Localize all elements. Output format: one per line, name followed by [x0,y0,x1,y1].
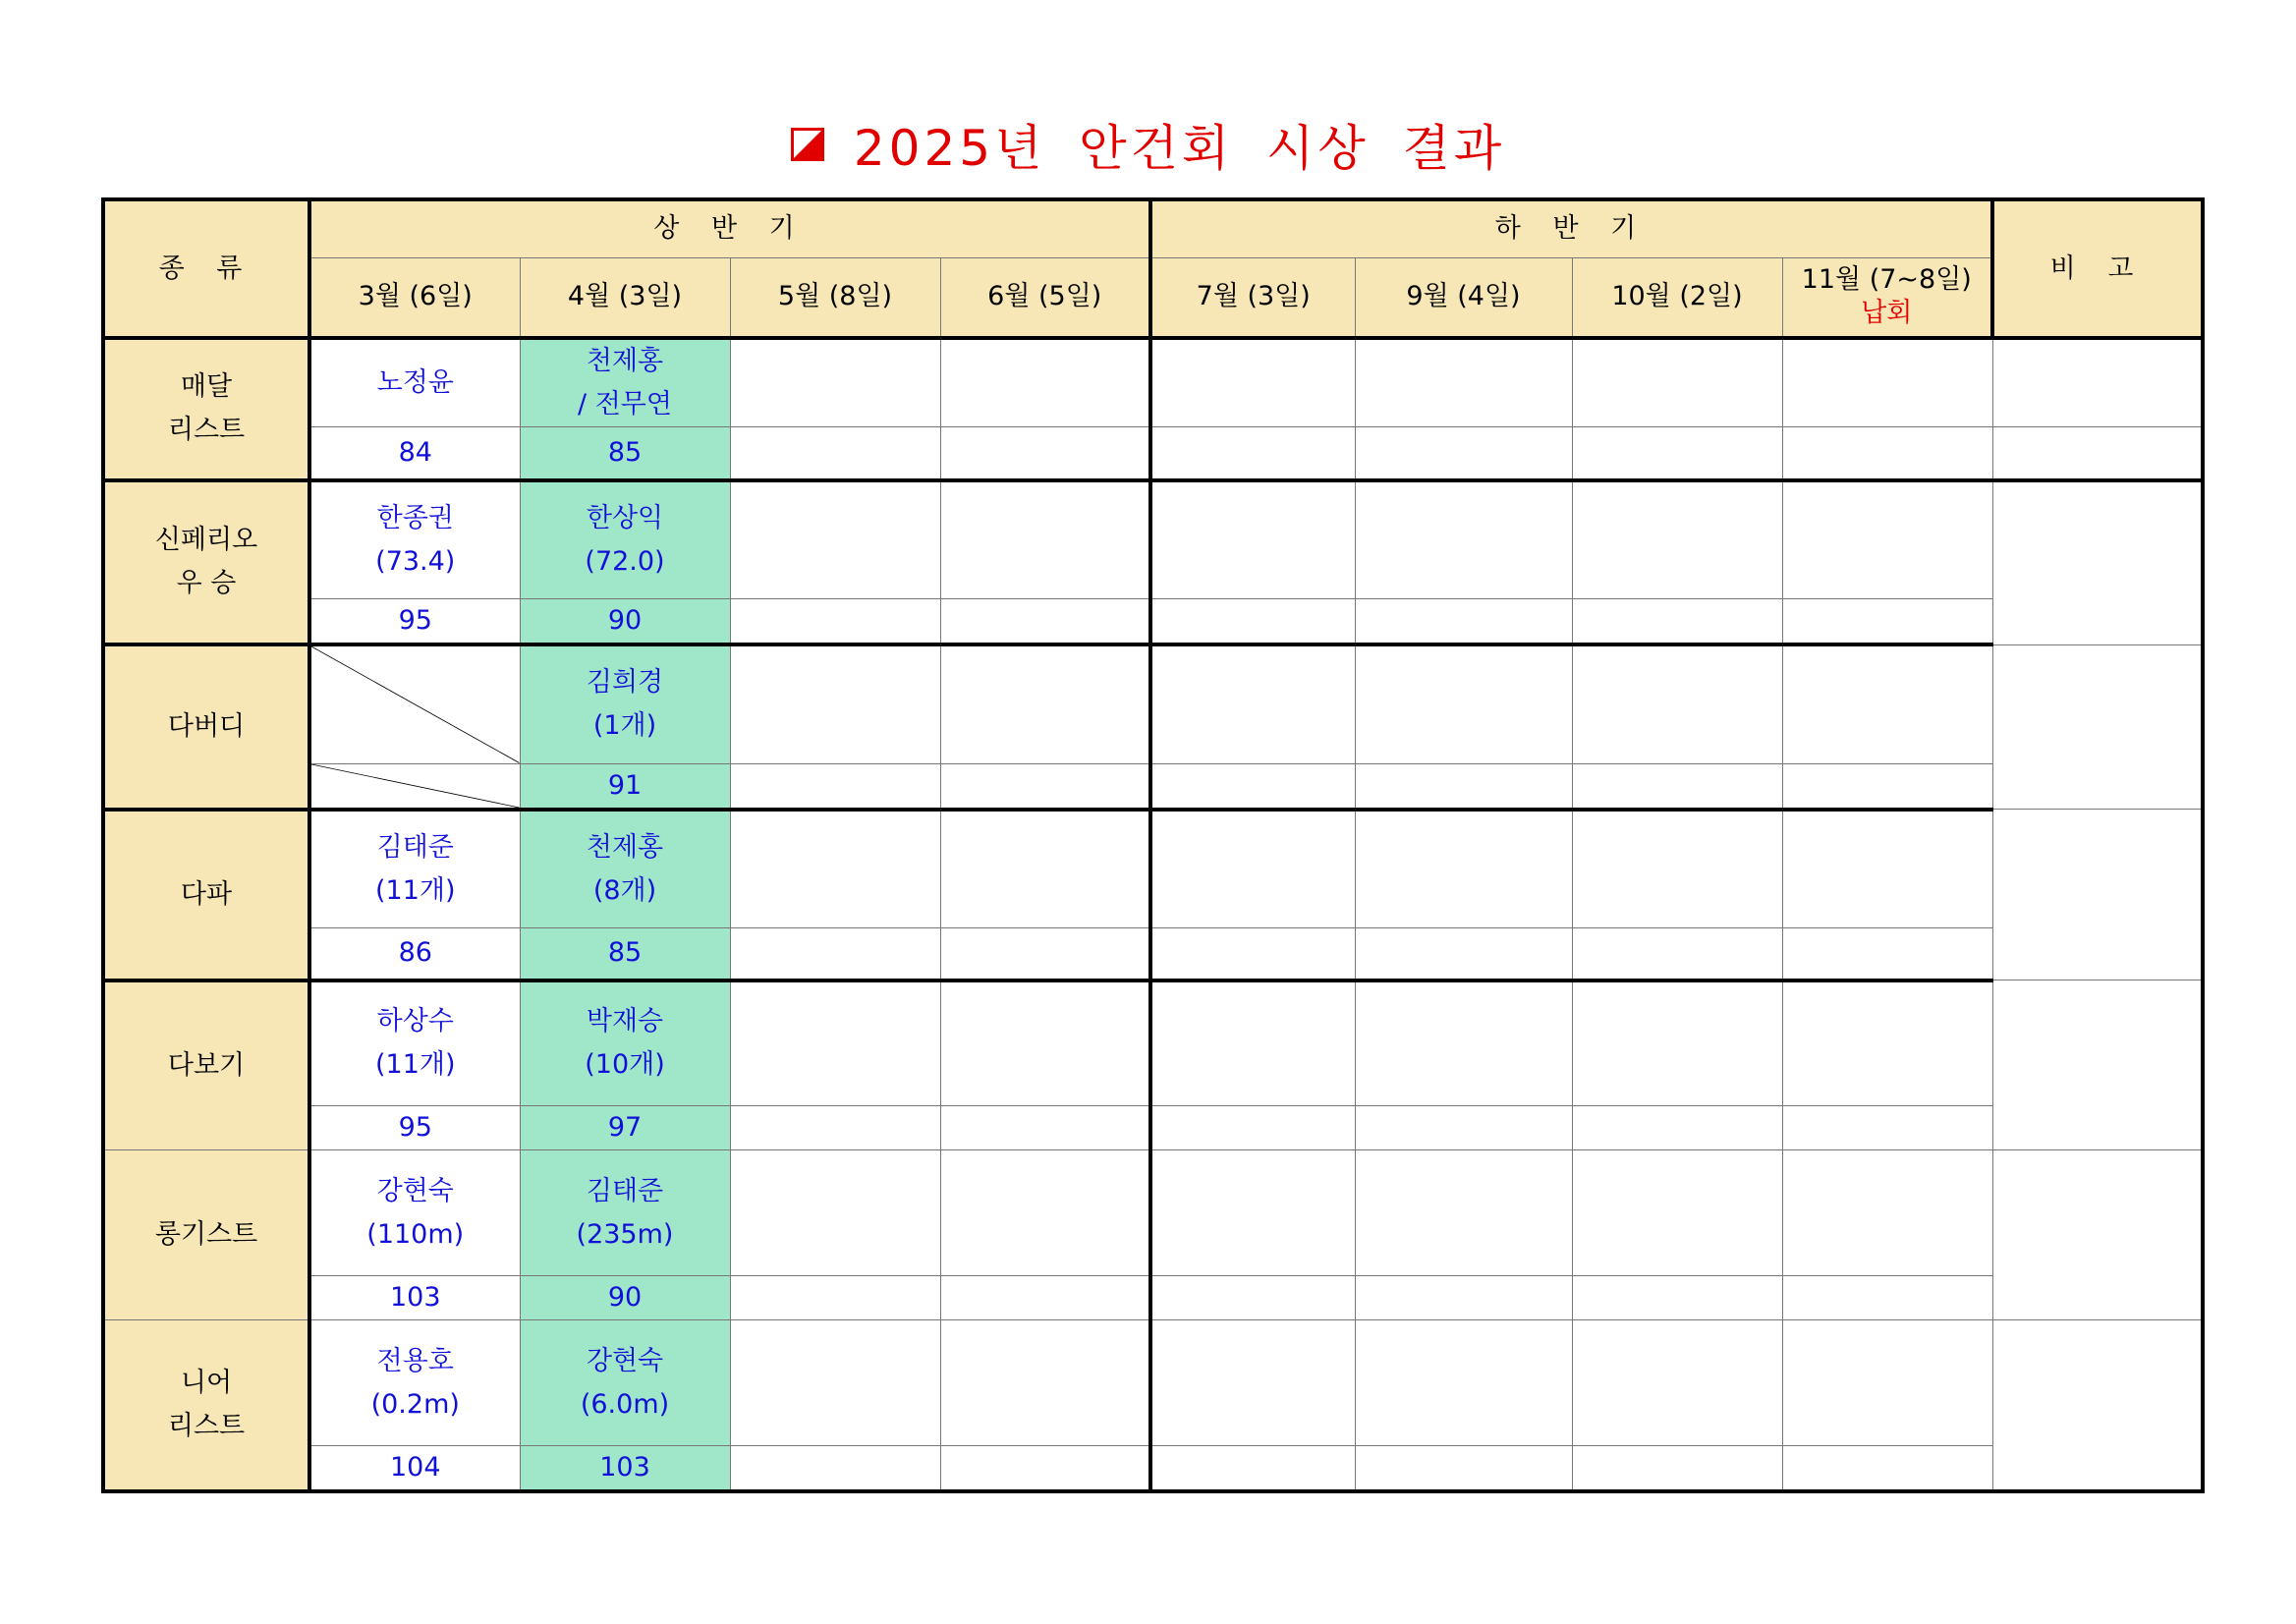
nov-name-cell [1782,338,1992,427]
nov-score-cell [1782,599,1992,645]
sep-score-cell [1355,928,1572,980]
mar-name-cell [309,338,520,427]
may-name-cell [730,644,940,763]
apr-name-cell [520,1150,730,1276]
apr-score-cell: 90 [520,1276,730,1320]
sep-name-cell [1355,1320,1572,1446]
header-second-half: 하 반 기 [1150,199,1992,257]
header-first-half: 상 반 기 [309,199,1150,257]
sep-name-cell [1355,338,1572,427]
mar-name: 전용호 [376,1345,454,1376]
nov-score-cell [1782,1276,1992,1320]
jul-score-cell [1150,763,1355,810]
sep-score-cell [1355,763,1572,810]
may-name-cell [730,338,940,427]
header-month-sep: 9월 (4일) [1355,257,1572,338]
oct-score-cell [1572,1106,1782,1150]
oct-name-cell [1572,980,1782,1106]
corner-square-icon [791,128,824,161]
score-row [103,1106,2203,1150]
remarks-cell [1992,810,2203,980]
apr-name-cell [520,980,730,1106]
apr-detail: (10개) [585,1049,665,1081]
mar-name: 강현숙 [376,1175,454,1206]
mar-detail: (11개) [374,1049,456,1081]
oct-score-cell [1572,1446,1782,1492]
jun-name-cell [940,1320,1150,1446]
oct-name-cell [1572,338,1782,427]
may-score-cell [730,1276,940,1320]
apr-detail: (8개) [592,874,657,906]
nov-name-cell [1782,480,1992,599]
mar-name: 김태준 [376,831,454,863]
jun-score-cell [940,1106,1150,1150]
nov-score-cell [1782,763,1992,810]
oct-score-cell [1572,599,1782,645]
apr-score-cell: 97 [520,1106,730,1150]
mar-detail: (11개) [374,874,456,906]
mar-score-cell [309,763,520,810]
jun-name-cell [940,980,1150,1106]
oct-score-cell [1572,763,1782,810]
apr-detail: / 전무연 [578,389,672,420]
remarks-cell [1992,980,2203,1150]
jun-name-cell [940,810,1150,928]
category-line1: 신페리오 [154,525,258,556]
jul-name-cell [1150,644,1355,763]
score-row [103,763,2203,810]
mar-name-cell [309,1150,520,1276]
score-row [103,427,2203,480]
may-name-cell [730,810,940,928]
sep-name-cell [1355,1150,1572,1276]
category-cell [103,1150,309,1320]
apr-score-cell: 103 [520,1446,730,1492]
nov-name-cell [1782,810,1992,928]
apr-name-cell [520,644,730,763]
apr-detail: (72.0) [585,545,665,577]
award-row [103,480,2203,599]
jul-score-cell [1150,599,1355,645]
remarks-cell [1992,644,2203,810]
category-line1: 다보기 [167,1049,246,1081]
mar-detail: (110m) [366,1218,465,1250]
nov-name-cell [1782,644,1992,763]
header-month-nov-label: 11월 (7~8일) [1801,264,1972,296]
header-month-may: 5월 (8일) [730,257,940,338]
sep-score-cell [1355,599,1572,645]
oct-name-cell [1572,1150,1782,1276]
jul-score-cell [1150,928,1355,980]
oct-name-cell [1572,644,1782,763]
may-score-cell [730,1446,940,1492]
apr-detail: (6.0m) [580,1388,670,1420]
nov-score-cell [1782,928,1992,980]
jul-name-cell [1150,338,1355,427]
mar-name-cell [309,810,520,928]
jul-name-cell [1150,1320,1355,1446]
apr-detail: (1개) [592,710,657,742]
sep-score-cell [1355,1276,1572,1320]
category-cell [103,338,309,480]
category-line1: 다파 [180,878,233,910]
sep-score-cell [1355,427,1572,480]
jun-name-cell [940,644,1150,763]
award-row [103,644,2203,763]
nov-name-cell [1782,1150,1992,1276]
award-row [103,1150,2203,1276]
sep-name-cell [1355,480,1572,599]
nov-name-cell [1782,1320,1992,1446]
sep-score-cell [1355,1446,1572,1492]
oct-name-cell [1572,480,1782,599]
jul-score-cell [1150,1276,1355,1320]
jul-name-cell [1150,980,1355,1106]
apr-detail: (235m) [576,1218,674,1250]
oct-score-cell [1572,427,1782,480]
apr-score-cell: 90 [520,599,730,645]
jul-name-cell [1150,1150,1355,1276]
apr-name: 천제홍 [586,346,664,376]
header-month-oct: 10월 (2일) [1572,257,1782,338]
category-line2: 우 승 [176,568,237,599]
diagonal-slash [311,646,520,763]
remarks-cell [1992,427,2203,480]
score-row [103,928,2203,980]
mar-score-cell: 104 [309,1446,520,1492]
mar-detail: (0.2m) [370,1388,460,1420]
category-line1: 니어 [180,1368,233,1398]
apr-score-cell: 91 [520,763,730,810]
mar-name: 하상수 [376,1006,454,1037]
jun-score-cell [940,427,1150,480]
apr-score-cell: 85 [520,928,730,980]
apr-name: 강현숙 [586,1345,664,1376]
award-row [103,338,2203,427]
jul-score-cell [1150,1446,1355,1492]
jun-score-cell [940,1276,1150,1320]
mar-score-cell: 95 [309,599,520,645]
jul-name-cell [1150,480,1355,599]
header-nov-note: 납회 [1861,298,1913,329]
header-remarks: 비 고 [1992,199,2203,338]
may-score-cell [730,928,940,980]
may-score-cell [730,763,940,810]
header-month-jul: 7월 (3일) [1150,257,1355,338]
header-month-jun: 6월 (5일) [940,257,1150,338]
jun-score-cell [940,928,1150,980]
may-name-cell [730,1150,940,1276]
diagonal-slash [311,764,520,808]
award-row [103,980,2203,1106]
jun-score-cell [940,763,1150,810]
mar-score-cell: 95 [309,1106,520,1150]
category-line1: 매달 [180,371,233,403]
oct-name-cell [1572,810,1782,928]
apr-name-cell [520,338,730,427]
category-cell [103,1320,309,1492]
oct-score-cell [1572,1276,1782,1320]
category-line2: 리스트 [167,1411,246,1441]
apr-name: 한상익 [586,502,664,533]
apr-name-cell [520,480,730,599]
category-line1: 롱기스트 [154,1219,258,1250]
may-name-cell [730,1320,940,1446]
may-name-cell [730,980,940,1106]
header-month-mar: 3월 (6일) [309,257,520,338]
mar-name: 노정윤 [376,367,454,398]
nov-score-cell [1782,427,1992,480]
header-month-nov [1782,257,1992,338]
category-cell [103,810,309,980]
mar-score-cell: 86 [309,928,520,980]
category-cell [103,980,309,1150]
award-row [103,1320,2203,1446]
apr-name: 천제홍 [586,831,664,863]
jun-score-cell [940,1446,1150,1492]
may-name-cell [730,480,940,599]
nov-score-cell [1782,1446,1992,1492]
may-score-cell [730,599,940,645]
score-row [103,1276,2203,1320]
mar-score-cell: 84 [309,427,520,480]
award-row [103,810,2203,928]
apr-name: 박재승 [586,1006,664,1037]
sep-name-cell [1355,644,1572,763]
jul-score-cell [1150,1106,1355,1150]
category-line2: 리스트 [167,415,246,446]
apr-name-cell [520,810,730,928]
nov-name-cell [1782,980,1992,1106]
header-month-apr: 4월 (3일) [520,257,730,338]
oct-name-cell [1572,1320,1782,1446]
jul-score-cell [1150,427,1355,480]
jun-name-cell [940,1150,1150,1276]
apr-name: 김희경 [586,667,664,699]
may-score-cell [730,427,940,480]
jul-name-cell [1150,810,1355,928]
remarks-cell [1992,1320,2203,1492]
oct-score-cell [1572,928,1782,980]
category-cell [103,480,309,645]
mar-name: 한종권 [376,502,454,533]
category-line1: 다버디 [167,710,246,742]
remarks-cell [1992,338,2203,427]
apr-score-cell: 85 [520,427,730,480]
sep-score-cell [1355,1106,1572,1150]
jun-name-cell [940,338,1150,427]
remarks-cell [1992,1150,2203,1320]
nov-score-cell [1782,1106,1992,1150]
page-title [0,110,2296,179]
may-score-cell [730,1106,940,1150]
mar-name-cell [309,480,520,599]
mar-score-cell: 103 [309,1276,520,1320]
remarks-cell [1992,480,2203,645]
jun-score-cell [940,599,1150,645]
awards-table [101,197,2205,1493]
score-row [103,599,2203,645]
jun-name-cell [940,480,1150,599]
apr-name-cell [520,1320,730,1446]
mar-name-cell [309,644,520,763]
apr-name: 김태준 [586,1175,664,1206]
mar-name-cell [309,1320,520,1446]
sep-name-cell [1355,810,1572,928]
sep-name-cell [1355,980,1572,1106]
mar-name-cell [309,980,520,1106]
score-row [103,1446,2203,1492]
header-category: 종 류 [103,199,309,338]
title-text: 2025년 안건회 시상 결과 [853,120,1506,177]
mar-detail: (73.4) [375,545,456,577]
category-cell [103,644,309,810]
